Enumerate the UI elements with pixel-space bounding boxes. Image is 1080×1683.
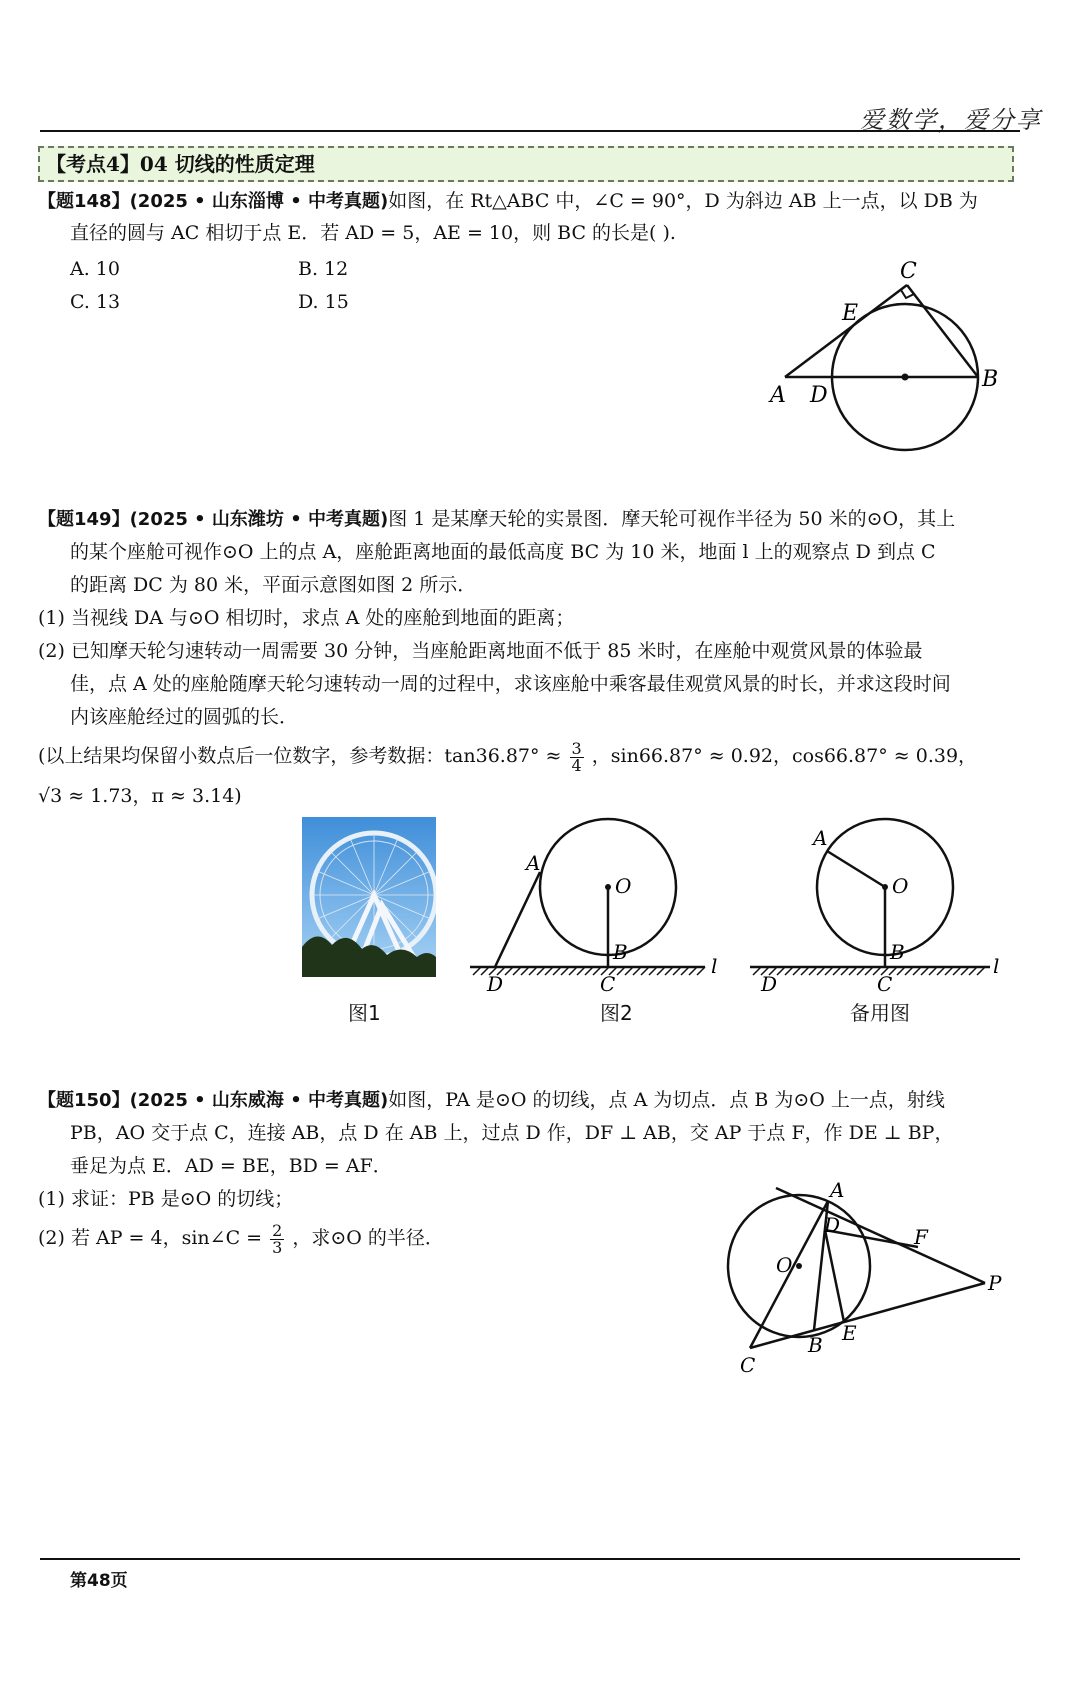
q150-label-o: O bbox=[776, 1253, 793, 1277]
q149-figure2 bbox=[465, 815, 730, 995]
q148-center-dot bbox=[902, 374, 909, 381]
q150-label-d: D bbox=[824, 1213, 841, 1237]
section-title: 【考点4】04 切线的性质定理 bbox=[38, 146, 1014, 182]
footer-rule bbox=[40, 1558, 1020, 1560]
spare-label-a: A bbox=[813, 826, 828, 850]
q149-line1 bbox=[38, 506, 955, 533]
q150-part2-pre: (2) 若 AP = 4，sin∠C = bbox=[38, 1227, 263, 1249]
q150-line1 bbox=[38, 1087, 945, 1114]
q150-line3: 垂足为点 E．AD = BE，BD = AF． bbox=[70, 1155, 392, 1177]
q148-figure bbox=[760, 250, 1020, 460]
q149-caption-spare: 备用图 bbox=[850, 1001, 910, 1025]
header-rule bbox=[40, 130, 1020, 132]
header-slogan: 爱数学，爱分享 bbox=[860, 106, 1042, 134]
fig2-label-o: O bbox=[615, 874, 632, 898]
spare-label-o: O bbox=[892, 874, 909, 898]
q149-part1: (1) 当视线 DA 与⊙O 相切时，求点 A 处的座舱到地面的距离； bbox=[38, 607, 575, 629]
q150-fraction-denominator: 3 bbox=[272, 1237, 283, 1257]
q150-text1: 如图，PA 是⊙O 的切线，点 A 为切点．点 B 为⊙O 上一点，射线 bbox=[388, 1089, 945, 1111]
q149-note-pre: (以上结果均保留小数点后一位数字，参考数据：tan36.87° ≈ bbox=[38, 745, 562, 767]
page-number: 第48页 bbox=[70, 1571, 128, 1591]
q149-text1: 图 1 是某摩天轮的实景图．摩天轮可视作半径为 50 米的⊙O，其上 bbox=[388, 508, 956, 530]
q149-part2b: 佳，点 A 处的座舱随摩天轮匀速转动一周的过程中，求该座舱中乘客最佳观赏风景的时长，并求这段时间 bbox=[70, 673, 951, 695]
q149-note bbox=[38, 736, 977, 776]
q150-part1: (1) 求证：PB 是⊙O 的切线； bbox=[38, 1188, 294, 1210]
q148-option-a: A. 10 bbox=[70, 258, 120, 280]
q149-fraction-numerator: 3 bbox=[571, 738, 582, 758]
fig2-label-c: C bbox=[600, 972, 616, 995]
q148-label-e: E bbox=[842, 301, 859, 326]
spare-label-d: D bbox=[761, 972, 778, 995]
q149-line3: 的距离 DC 为 80 米，平面示意图如图 2 所示． bbox=[70, 574, 477, 596]
fig2-label-l: l bbox=[711, 954, 718, 978]
q149-tag: 【题149】(2025 • 山东潍坊 • 中考真题) bbox=[38, 509, 389, 530]
q150-part2-fraction bbox=[270, 1220, 284, 1257]
q150-part2 bbox=[38, 1218, 444, 1258]
q148-label-d: D bbox=[810, 383, 828, 408]
q149-spare-figure bbox=[745, 815, 1010, 995]
spare-label-b: B bbox=[890, 940, 905, 964]
q148-label-c: C bbox=[900, 259, 917, 284]
fig2-label-a: A bbox=[526, 851, 541, 875]
q150-label-e: E bbox=[842, 1321, 857, 1345]
q150-label-b: B bbox=[808, 1333, 823, 1357]
q149-fraction-denominator: 4 bbox=[571, 755, 582, 775]
fig2-center-dot bbox=[605, 884, 611, 890]
q148-option-d: D. 15 bbox=[298, 291, 349, 313]
q150-label-f: F bbox=[914, 1225, 928, 1249]
q149-line2: 的某个座舱可视作⊙O 上的点 A，座舱距离地面的最低高度 BC 为 10 米，地面 l 上的观察点 D 到点 C bbox=[70, 541, 936, 563]
q150-fraction-numerator: 2 bbox=[272, 1220, 283, 1240]
spare-center-dot bbox=[882, 884, 888, 890]
q148-segment-ac bbox=[785, 285, 907, 377]
q150-label-a: A bbox=[830, 1180, 845, 1202]
q148-label-b: B bbox=[982, 367, 999, 392]
q150-figure bbox=[720, 1180, 1020, 1380]
q150-label-c: C bbox=[740, 1353, 756, 1377]
q148-segment-cb bbox=[907, 285, 978, 377]
fig2-label-d: D bbox=[487, 972, 504, 995]
q148-option-c: C. 13 bbox=[70, 291, 121, 313]
q150-tag: 【题150】(2025 • 山东威海 • 中考真题) bbox=[38, 1090, 389, 1111]
q148-line2: 直径的圆与 AC 相切于点 E．若 AD = 5，AE = 10，则 BC 的长是( ). bbox=[70, 222, 676, 244]
q150-line2: PB，AO 交于点 C，连接 AB，点 D 在 AB 上，过点 D 作，DF ⊥ AB，交 AP 于点 F，作 DE ⊥ BP， bbox=[70, 1122, 954, 1144]
q150-ray-pc bbox=[750, 1283, 985, 1348]
q149-part2a: (2) 已知摩天轮匀速转动一周需要 30 分钟，当座舱距离地面不低于 85 米时，在座舱中观赏风景的体验最 bbox=[38, 640, 923, 662]
q148-line1 bbox=[38, 188, 978, 215]
q150-label-p: P bbox=[988, 1271, 1002, 1295]
q150-part2-post: ，求⊙O 的半径． bbox=[292, 1227, 444, 1249]
q149-note-post: ，sin66.87° ≈ 0.92，cos66.87° ≈ 0.39， bbox=[591, 745, 978, 767]
q148-text1: 如图，在 Rt△ABC 中，∠C = 90°，D 为斜边 AB 上一点，以 DB 为 bbox=[388, 190, 978, 212]
q149-ferris-wheel-photo bbox=[302, 817, 436, 977]
fig2-label-b: B bbox=[613, 940, 628, 964]
q148-tag: 【题148】(2025 • 山东淄博 • 中考真题) bbox=[38, 191, 389, 212]
spare-segment-oa bbox=[827, 851, 885, 887]
q150-center-dot bbox=[796, 1263, 802, 1269]
spare-label-l: l bbox=[993, 954, 1000, 978]
q149-part2c: 内该座舱经过的圆弧的长． bbox=[70, 706, 299, 728]
ferris-wheel-image bbox=[302, 817, 436, 977]
q148-label-a: A bbox=[770, 383, 786, 408]
q149-note-fraction bbox=[570, 738, 584, 775]
q149-caption-fig1: 图1 bbox=[348, 1001, 381, 1025]
q150-segment-de bbox=[825, 1230, 844, 1322]
q149-note2: √3 ≈ 1.73，π ≈ 3.14) bbox=[38, 785, 242, 807]
q148-option-b: B. 12 bbox=[298, 258, 349, 280]
q149-caption-fig2: 图2 bbox=[600, 1001, 633, 1025]
spare-label-c: C bbox=[877, 972, 893, 995]
q150-tangent-pa bbox=[776, 1188, 985, 1283]
fig2-tangent-da bbox=[495, 872, 540, 967]
